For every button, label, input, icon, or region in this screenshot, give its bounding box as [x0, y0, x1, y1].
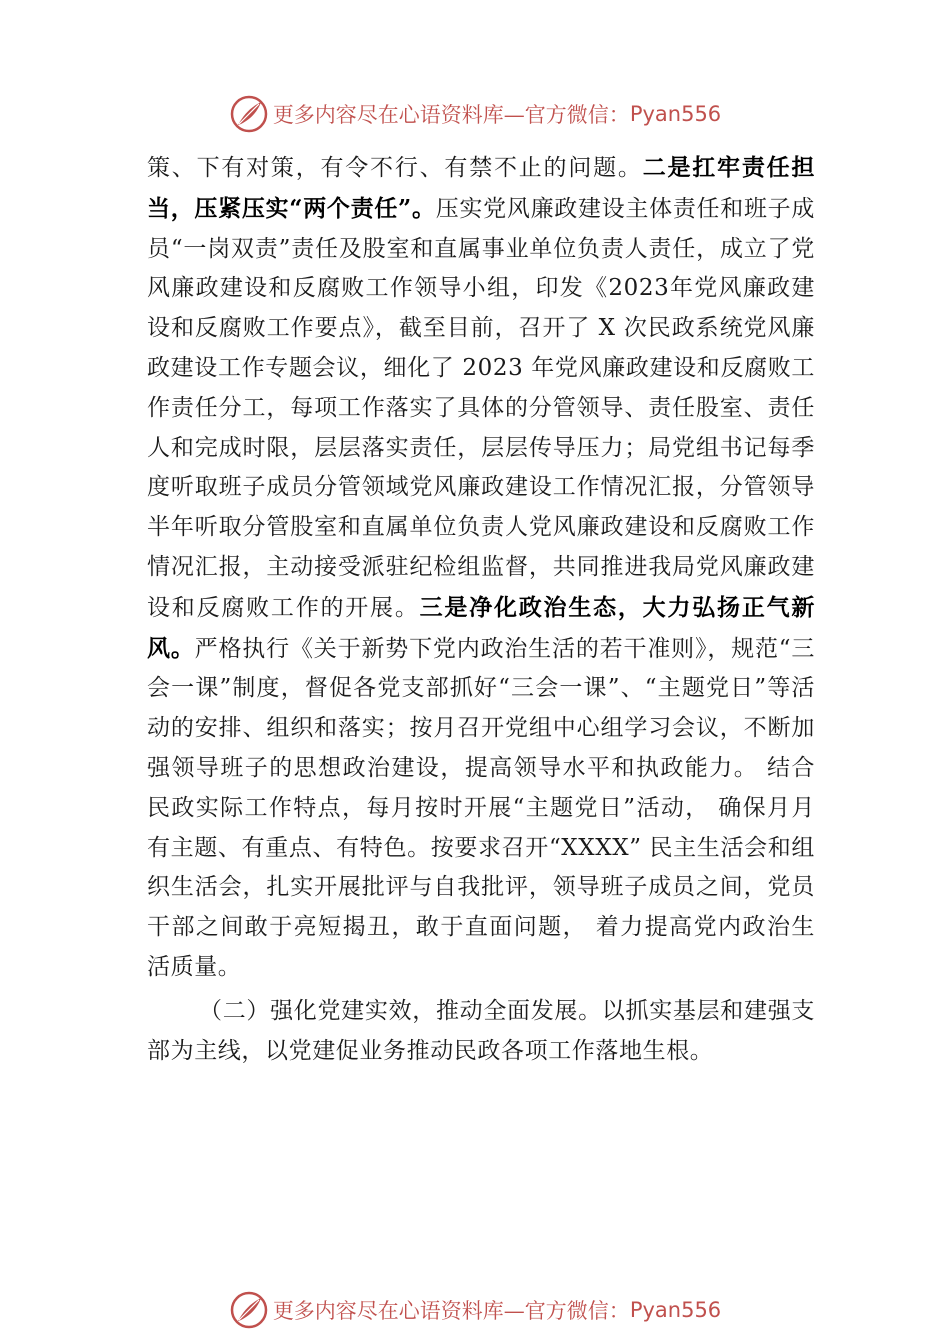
wechat-id: Pyan556 — [629, 1298, 722, 1322]
watermark-text: 更多内容尽在心语资料库—官方微信： — [272, 1299, 630, 1323]
watermark-text: 更多内容尽在心语资料库—官方微信： — [272, 103, 630, 127]
paragraph-1 — [147, 148, 815, 988]
bold-heading: 二是扛牢责任担当，压紧压实“两个责任”。 — [147, 154, 816, 222]
wechat-id: Pyan556 — [629, 102, 722, 126]
document-body — [147, 148, 815, 1071]
watermark-header — [0, 92, 950, 136]
bold-heading: 三是净化政治生态，大力弘扬正气新风。 — [147, 593, 815, 662]
feather-logo-icon — [229, 1290, 269, 1330]
feather-logo-icon — [229, 94, 269, 134]
sentence-text: 策、下有对策，有令不行、有禁不止的问题。 — [147, 155, 643, 181]
watermark-footer — [0, 1288, 950, 1332]
sentence-text: 压实党风廉政建设主体责任和班子成员“一岗双责”责任及股室和直属事业单位负责人责任，成立了党风廉政建设和反腐败工作领导小组，印发《2023年党风廉政建设和反腐败工作要点》，截至目前，召开了 X 次民政系统党风廉政建设工作专题会议，细化了 2023 年党风廉政建设和反腐败工作责任分工，每项工作落实了具体的分管领导、责任股室、责任人和完成时限，层层落实责任，层层传导压力；局党组书记每季度听取班子成员分管领域党风廉政建设工作情况汇报，分管领导半年听取分管股室和直属单位负责人党风廉政建设和反腐败工作情况汇报，主动接受派驻纪检组监督，共同推进我局党风廉政建设和反腐败工作的开展。 — [147, 195, 815, 621]
paragraph-2: （二）强化党建实效，推动全面发展。以抓实基层和建强支部为主线，以党建促业务推动民政各项工作落地生根。 — [147, 997, 815, 1064]
sentence-text: 严格执行《关于新势下党内政治生活的若干准则》，规范“三会一课”制度，督促各党支部抓好“三会一课”、“主题党日”等活动的安排、组织和落实；按月召开党组中心组学习会议，不断加强领导班子的思想政治建设，提高领导水平和执政能力。 结合民政实际工作特点，每月按时开展“主题党日”活动， 确保月月有主题、有重点、有特色。按要求召开“XXXX” 民主生活会和组织生活会，扎实开展批评与自我批评，领导班子成员之间，党员干部之间敢于亮短揭丑，敢于直面问题， 着力提高党内政治生活质量。 — [147, 635, 815, 980]
